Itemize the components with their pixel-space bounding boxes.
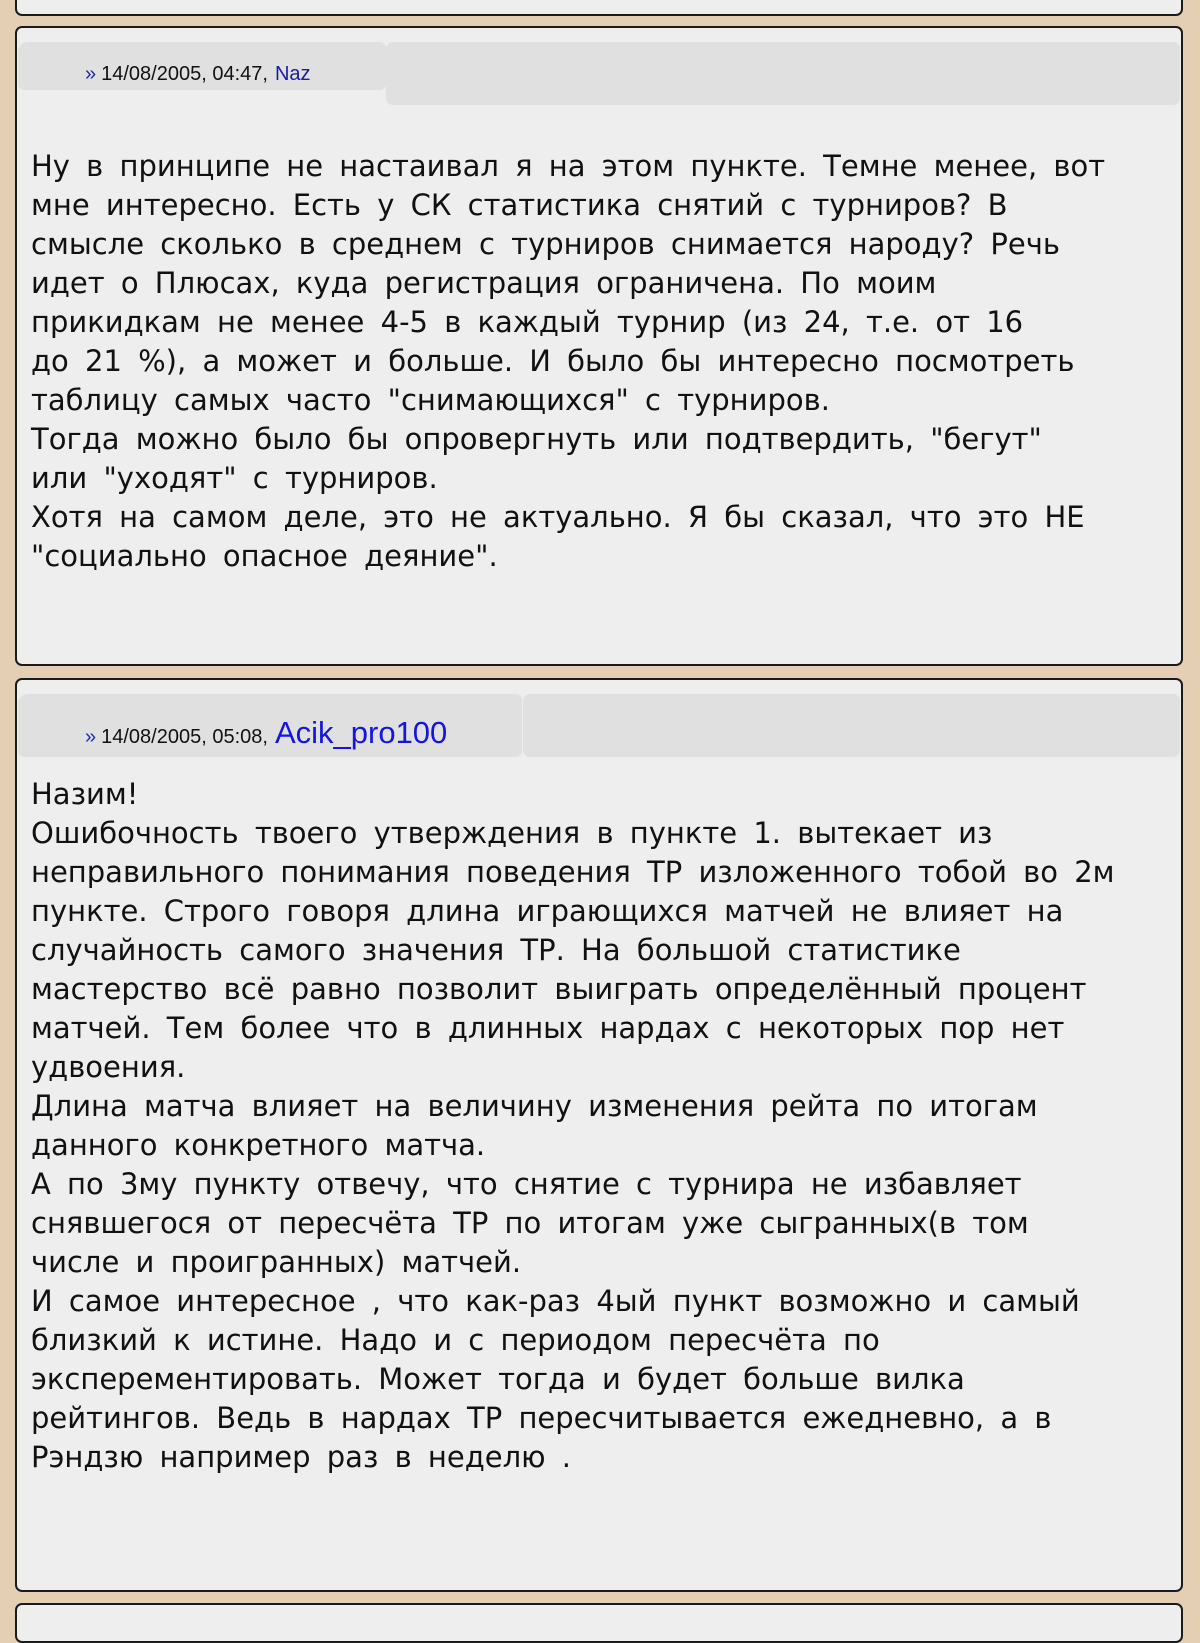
next-post-partial — [15, 1603, 1183, 1643]
post-link-arrow[interactable]: » — [85, 63, 97, 85]
author-link[interactable]: Naz — [274, 63, 311, 85]
post-line: прикидкам не менее 4-5 в каждый турнир (из 24, т.е. от 16 — [31, 305, 1024, 339]
post-meta — [85, 63, 311, 86]
post-line: неправильного понимания поведения ТР изложенного тобой во 2м — [31, 855, 1115, 889]
post-line: данного конкретного матча. — [31, 1128, 486, 1162]
forum-post — [15, 678, 1183, 1592]
post-header-bar — [523, 694, 1180, 757]
post-line: снявшегося от пересчёта ТР по итогам уже сыгранных(в том — [31, 1206, 1029, 1240]
post-header — [18, 42, 386, 90]
post-line: до 21 %), а может и больше. И было бы интересно посмотреть — [31, 344, 1075, 378]
post-line: матчей. Тем более что в длинных нардах с некоторых пор нет — [31, 1011, 1065, 1045]
post-line: Хотя на самом деле, это не актуально. Я бы сказал, что это НЕ — [31, 500, 1085, 534]
post-line: пункте. Строго говоря длина играющихся матчей не влияет на — [31, 894, 1064, 928]
post-meta — [85, 715, 447, 751]
post-line: рейтингов. Ведь в нардах ТР пересчитывается ежедневно, а в — [31, 1401, 1052, 1435]
post-line: Длина матча влияет на величину изменения рейта по итогам — [31, 1089, 1038, 1123]
post-body — [31, 147, 1171, 576]
post-header — [18, 694, 522, 757]
post-line: эксперементировать. Может тогда и будет больше вилка — [31, 1362, 965, 1396]
author-link[interactable]: Acik_pro100 — [274, 715, 448, 750]
post-body — [31, 775, 1171, 1477]
post-line: мне интересно. Есть у СК статистика снятий с турниров? В — [31, 188, 1008, 222]
post-line: Ошибочность твоего утверждения в пункте 1. вытекает из — [31, 816, 993, 850]
forum-post — [15, 26, 1183, 666]
post-line: Тогда можно было бы опровергнуть или подтвердить, "бегут" — [31, 422, 1042, 456]
post-line: А по 3му пункту отвечу, что снятие с турнира не избавляет — [31, 1167, 1022, 1201]
post-line: И самое интересное , что как-раз 4ый пункт возможно и самый — [31, 1284, 1080, 1318]
post-line: числе и проигранных) матчей. — [31, 1245, 522, 1279]
post-line: смысле сколько в среднем с турниров снимается народу? Речь — [31, 227, 1060, 261]
post-line: Рэндзю например раз в неделю . — [31, 1440, 571, 1474]
post-header-bar — [386, 42, 1180, 105]
post-link-arrow[interactable]: » — [85, 726, 97, 748]
post-line: таблицу самых часто "снимающихся" с турниров. — [31, 383, 830, 417]
post-line: "социально опасное деяние". — [31, 539, 498, 573]
post-timestamp: 14/08/2005, 05:08, — [101, 726, 268, 748]
post-line: случайность самого значения ТР. На большой статистике — [31, 933, 961, 967]
post-line: Назим! — [31, 777, 139, 811]
post-line: мастерство всё равно позволит выиграть определённый процент — [31, 972, 1087, 1006]
post-timestamp: 14/08/2005, 04:47, — [101, 63, 268, 85]
post-line: Ну в принципе не настаивал я на этом пункте. Темне менее, вот — [31, 149, 1106, 183]
previous-post-partial — [15, 0, 1183, 16]
post-line: удвоения. — [31, 1050, 186, 1084]
post-line: идет о Плюсах, куда регистрация ограничена. По моим — [31, 266, 937, 300]
post-line: близкий к истине. Надо и с периодом пересчёта по — [31, 1323, 880, 1357]
post-line: или "уходят" с турниров. — [31, 461, 438, 495]
